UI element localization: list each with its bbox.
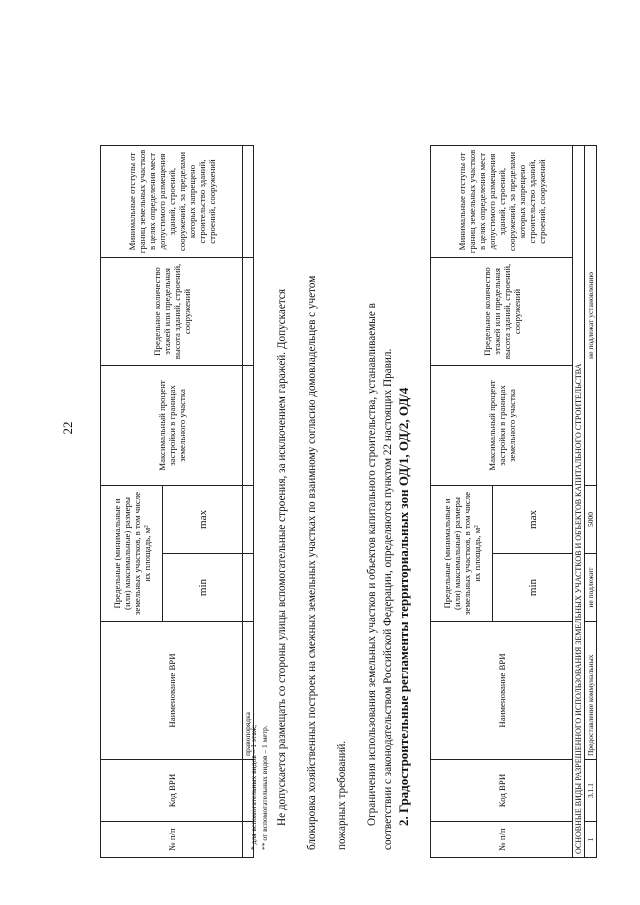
header-min: min — [163, 554, 243, 622]
header-floors: Предельное количество этажей или предельная высота зданий, строений, сооружений — [101, 257, 243, 365]
header-name: Наименование ВРИ — [101, 622, 243, 760]
header-size: Предельные (минимальные и (или) максимальные) размеры земельных участков, в том числе их площадь, м² — [101, 485, 163, 621]
header-size: Предельные (минимальные и (или) максимальные) размеры земельных участков, в том числе их площадь, м² — [431, 485, 493, 621]
header-max: max — [163, 485, 243, 553]
cell-num: 1 — [585, 822, 597, 858]
header-coverage: Максимальный процент застройки в границах земельного участка — [431, 365, 573, 485]
footnote-2: ** от вспомогательных видов – 1 метр. — [260, 725, 269, 850]
table-row — [585, 145, 597, 857]
footnotes — [248, 725, 270, 850]
cell-rest: не подлежат установлению — [585, 145, 597, 485]
header-setbacks: Минимальные отступы от границ земельных участков в целях определения мест допустимого размещения зданий, строений, сооружений, за пределами которых запрещено строительство зданий, строений, сооружений — [431, 145, 573, 257]
tail-row-text: правопорядка — [243, 622, 254, 760]
paragraph-line: пожарных требований. — [336, 740, 348, 850]
regulations-table-2 — [430, 145, 597, 858]
footnote-1: * для вспомогательных видов – 1 этаж; — [249, 724, 258, 850]
header-num: № п/п — [431, 822, 573, 858]
header-setbacks: Минимальные отступы от границ земельных участков в целях определения мест допустимого размещения зданий, строений, сооружений, за пределами которых запрещено строительство зданий, строений, сооружений — [101, 145, 243, 257]
rotated-page-content — [100, 42, 600, 882]
header-min: min — [493, 554, 573, 622]
cell-code: 3.1.1 — [585, 760, 597, 822]
header-code: Код ВРИ — [101, 760, 243, 822]
paragraph-line: Ограничения использования земельных участков и объектов капитального строительства, устанавливаемые в — [366, 303, 378, 826]
page-number: 22 — [60, 421, 75, 435]
header-max: max — [493, 485, 573, 553]
cell-min: не подлежит — [585, 554, 597, 622]
paragraph-line: блокировка хозяйственных построек на смежных земельных участках по взаимному согласию домовладельцев с учетом — [306, 275, 318, 850]
header-floors: Предельное количество этажей или предельная высота зданий, строений, сооружений — [431, 257, 573, 365]
paragraph-line: Не допускается размещать со стороны улицы вспомогательные строения, за исключением гаражей. Допускается — [276, 289, 288, 826]
header-coverage: Максимальный процент застройки в границах земельного участка — [101, 365, 243, 485]
header-code: Код ВРИ — [431, 760, 573, 822]
section-heading: 2. Градостроительные регламенты территориальных зон ОД/1, ОД/2, ОД/4 — [396, 387, 411, 826]
header-name: Наименование ВРИ — [431, 622, 573, 760]
regulations-table-1 — [100, 145, 254, 858]
section-row-text: ОСНОВНЫЕ ВИДЫ РАЗРЕШЕННОГО ИСПОЛЬЗОВАНИЯ ЗЕМЕЛЬНЫХ УЧАСТКОВ И ОБЪЕКТОВ КАПИТАЛЬНОГО СТРОИТЕЛЬСТВА — [573, 145, 585, 857]
header-num: № п/п — [101, 822, 243, 858]
paragraph-line: соответствии с законодательством Российской Федерации, определяются пунктом 22 настоящих Правил. — [382, 348, 394, 850]
cell-name: Предоставление коммунальных — [585, 622, 597, 760]
cell-max: 5000 — [585, 485, 597, 553]
section-row — [573, 145, 585, 857]
